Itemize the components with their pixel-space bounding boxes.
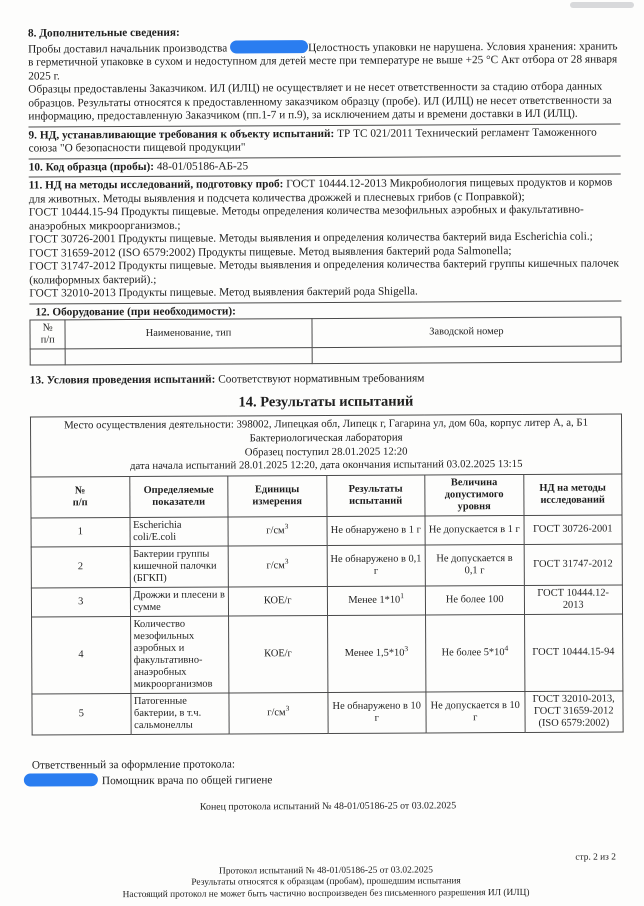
section-13-label: 13. Условия проведения испытаний:	[29, 373, 216, 387]
section-8-text-before-redaction: Пробы доставил начальник производства	[28, 42, 228, 56]
redaction-box-producer-name	[230, 40, 308, 53]
section-9-label: 9. НД, устанавливающие требования к объекту испытаний:	[28, 127, 335, 142]
method-gost-31659: ГОСТ 31659-2012 (ISO 6579:2002) Продукты пищевые. Метод выявления бактерий рода Salmonella;	[29, 244, 512, 260]
table-row	[32, 614, 623, 694]
equipment-col-name: Наименование, тип	[65, 319, 312, 349]
section-8-title: 8. Дополнительные сведения:	[27, 26, 180, 40]
section-equipment	[29, 300, 621, 366]
limit-base: Не допускается в 1 г	[428, 524, 520, 536]
table-row	[31, 515, 622, 547]
result-base: Менее 1,5*10	[344, 647, 405, 660]
method-gost-31747: ГОСТ 31747-2012 Продукты пищевые. Методы выявления и определения количества бактерий группы кишечных палочек (колиформных бактерий).;	[29, 257, 619, 287]
cell-num: 5	[32, 694, 131, 736]
cell-num: 1	[31, 518, 130, 548]
result-base: Менее 1*10	[348, 594, 401, 607]
unit-base: г/см	[266, 525, 285, 537]
section-13-text: Соответствуют нормативным требованиям	[218, 372, 425, 386]
cell-result	[327, 586, 426, 616]
unit-sup: 3	[284, 556, 289, 566]
method-gost-30726: ГОСТ 30726-2001 Продукты пищевые. Методы выявления и определения количества бактерий вида Escherichia coli.;	[29, 230, 593, 246]
equipment-header-row	[30, 317, 621, 349]
limit-base: Не допускается в 10 г	[430, 700, 520, 724]
cell-unit	[229, 693, 328, 735]
result-base: Не обнаружено в 10 г	[332, 700, 421, 724]
cell-result	[327, 615, 426, 693]
cell-limit	[425, 586, 524, 616]
result-base: Не обнаружено в 0,1 г	[330, 553, 422, 577]
empty-cell	[312, 346, 621, 364]
cell-method: ГОСТ 32010-2013, ГОСТ 31659-2012 (ISO 6579:2002)	[524, 691, 623, 733]
unit-sup: 3	[284, 521, 289, 531]
method-gost-10444-15: ГОСТ 10444.15-94 Продукты пищевые. Методы определения количества мезофильных аэробных и факультативно-анаэробных микроорганизмов.;	[28, 203, 584, 233]
col-limit: Величина допустимого уровня	[425, 475, 524, 517]
unit-sup: 3	[285, 703, 290, 713]
equipment-col-serial: Заводской номер	[312, 317, 621, 348]
table-row	[32, 691, 623, 735]
cell-method: ГОСТ 30726-2001	[524, 515, 623, 545]
equipment-empty-row	[30, 346, 621, 365]
page-footer	[30, 852, 622, 901]
cell-limit	[426, 692, 525, 734]
section-14-title: 14. Результаты испытаний	[238, 393, 414, 410]
table-row	[31, 585, 622, 617]
footer-protocol-line: Протокол испытаний № 48-01/05186-25 от 03.02.2025	[219, 864, 433, 876]
cell-method: ГОСТ 10444.12-2013	[524, 585, 623, 615]
section-8-paragraph-2: Образцы предоставлены Заказчиком. ИЛ (ИЛЦ) не осуществляет и не несет ответственности за стадию отбора данных образцов. Результаты относятся к предоставленному заказчиком образцу (пробе). ИЛ (ИЛЦ) не несет ответственности за информацию, предоставленную Заказчиком (пп.1-7 и п.9), за исключением даты и времени доставки в ИЛ (ИЛЦ).	[28, 80, 612, 123]
redaction-box-signer-name	[24, 773, 98, 786]
cell-indicator: Бактерии группы кишечной палочки (БГКП)	[130, 546, 229, 588]
col-unit: Единицы измерения	[228, 476, 327, 518]
cell-unit	[228, 546, 327, 588]
result-base: Не обнаружено в 1 г	[330, 524, 421, 537]
section-methods	[29, 173, 622, 301]
cell-unit	[229, 616, 328, 694]
section-8-text-after-redaction: Целостность упаковки не нарушена. Условия хранения: хранить в герметичной упаковке в сухом и недоступном для детей месте при температуре не выше +25 °С Акт отбора от 28 января 2025 г.	[28, 39, 618, 83]
col-method: НД на методы исследований	[523, 474, 622, 516]
unit-base: г/см	[267, 707, 286, 719]
method-gost-32010: ГОСТ 32010-2013 Продукты пищевые. Метод выявления бактерий рода Shigella.	[29, 285, 418, 300]
section-11-first-line	[29, 176, 621, 206]
cell-result	[327, 692, 426, 734]
equipment-table	[29, 316, 621, 365]
cell-result	[327, 516, 426, 546]
section-test-conditions	[30, 371, 622, 388]
cell-limit	[426, 615, 525, 693]
cell-unit	[228, 517, 327, 547]
activity-address: Место осуществления деятельности: 398002, Липецкая обл, Липецк г, Гагарина ул, дом 60а, корпус литер А, а, Б1	[64, 416, 589, 432]
result-sup: 1	[400, 591, 405, 601]
cell-num: 3	[31, 588, 130, 618]
empty-cell	[30, 349, 65, 365]
unit-base: г/см	[266, 560, 285, 572]
test-dates: дата начала испытаний 28.01.2025 12:20, дата окончания испытаний 03.02.2025 13:15	[129, 458, 523, 473]
cell-limit	[425, 516, 524, 546]
empty-cell	[65, 348, 312, 365]
cell-method: ГОСТ 10444.15-94	[524, 614, 623, 692]
cell-limit	[425, 545, 524, 587]
results-section	[30, 413, 624, 735]
limit-sup: 4	[504, 643, 509, 653]
scan-artifact	[570, 2, 634, 8]
signature-line	[32, 770, 624, 789]
signer-position: Помощник врача по общей гигиене	[101, 773, 273, 787]
footer-results-line: Результаты относятся к образцам (пробам), прошедшим испытания	[191, 876, 461, 888]
cell-method: ГОСТ 31747-2012	[524, 544, 623, 586]
results-info-row	[30, 414, 621, 477]
cell-num: 2	[31, 547, 130, 589]
cell-indicator: Патогенные бактерии, в т.ч. сальмонеллы	[130, 693, 229, 735]
table-row	[31, 544, 622, 588]
unit-base: КОЕ/г	[264, 648, 292, 660]
cell-indicator: Количество мезофильных аэробных и факультативно-анаэробных микроорганизмов	[130, 616, 229, 694]
col-result: Результаты испытаний	[326, 475, 425, 517]
limit-base: Не более 5*10	[441, 647, 505, 659]
col-num: № п/п	[31, 477, 130, 519]
equipment-col-num: № п/п	[30, 320, 65, 349]
signature-label: Ответственный за оформление протокола:	[31, 758, 236, 772]
results-info-cell	[30, 414, 621, 477]
unit-base: КОЕ/г	[263, 595, 292, 607]
cell-num: 4	[32, 617, 131, 695]
col-indicator: Определяемые показатели	[129, 476, 228, 518]
document-content	[28, 24, 624, 815]
cell-result	[327, 545, 426, 587]
section-10-label: 10. Код образца (пробы):	[28, 160, 155, 174]
page-number: стр. 2 из 2	[575, 852, 616, 863]
section-8-paragraph-1	[28, 38, 620, 84]
cell-unit	[228, 587, 327, 617]
laboratory-name: Бактериологическая лаборатория	[249, 431, 403, 445]
results-header-row	[31, 474, 622, 518]
method-gost-10444-12: ГОСТ 10444.12-2013 Микробиология пищевых продуктов и кормов для животных. Методы выявления и подсчета количества дрожжей и плесневых грибов (с Поправкой);	[28, 176, 613, 206]
section-sample-code	[29, 155, 621, 175]
section-additional-info	[28, 24, 620, 124]
limit-base: Не более 100	[445, 594, 504, 606]
protocol-end-line: Конец протокола испытаний № 48-01/05186-25 от 03.02.2025	[199, 800, 457, 813]
signature-block	[32, 757, 624, 789]
section-9-text: ТР ТС 021/2011 Технический регламент Таможенного союза "О безопасности пищевой продукции"	[28, 126, 597, 155]
section-requirements	[28, 123, 620, 156]
cell-indicator: Escherichia coli/E.coli	[130, 517, 229, 547]
cell-indicator: Дрожжи и плесени в сумме	[130, 587, 229, 617]
section-11-label: 11. НД на методы исследований, подготовку проб:	[28, 178, 284, 192]
section-12-title: 12. Оборудование (при необходимости):	[35, 304, 236, 319]
sample-code-value: 48-01/05186-АБ-25	[156, 159, 249, 173]
sample-received-date: Образец поступил 28.01.2025 12:20	[244, 445, 408, 459]
result-sup: 3	[404, 644, 409, 654]
footer-copyright-line: Настоящий протокол не может быть частично воспроизведен без письменного разрешения ИЛ (ИЛЦ)	[122, 887, 530, 900]
test-results-table	[30, 413, 624, 735]
limit-base: Не допускается в 0,1 г	[436, 553, 513, 577]
